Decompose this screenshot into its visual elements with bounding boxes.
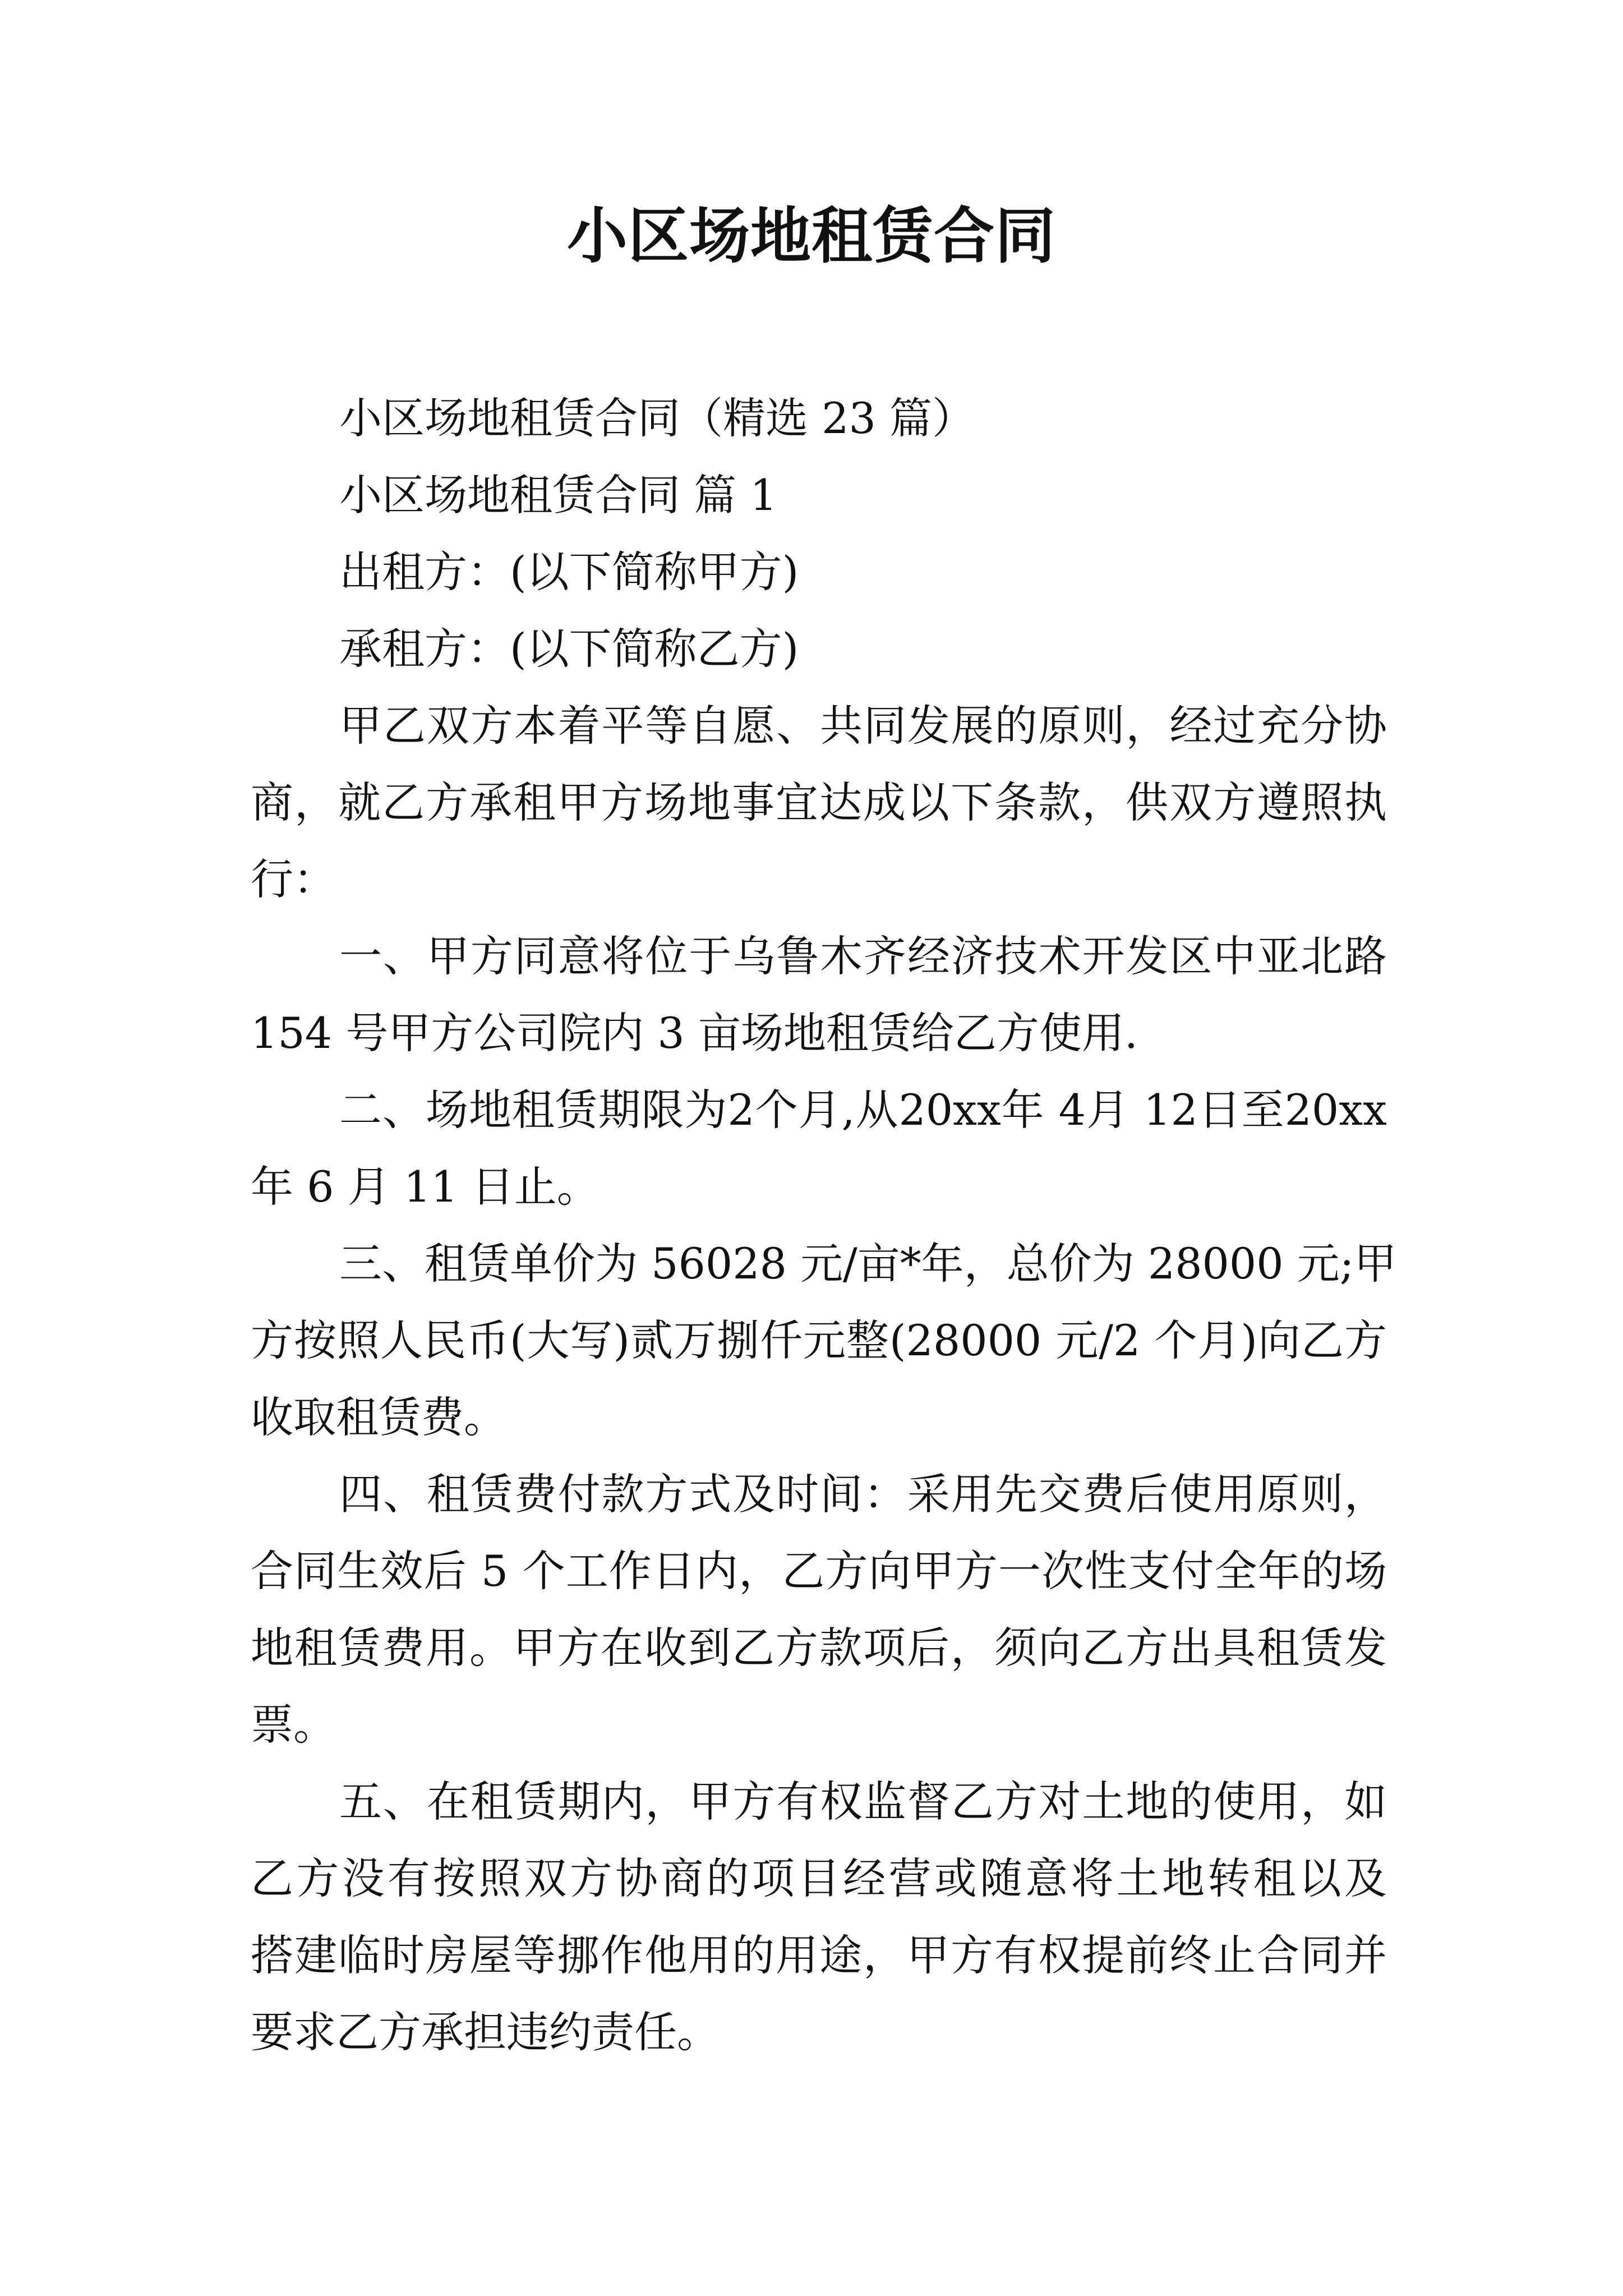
subtitle-paragraph bbox=[251, 380, 1387, 457]
paragraph-line: 承租方：(以下简称乙方) bbox=[339, 624, 799, 674]
clause-3-paragraph bbox=[251, 1225, 1397, 1456]
paragraph-line: 一、甲方同意将位于乌鲁木齐经济技术开发区中亚北路 bbox=[339, 931, 1387, 981]
paragraph-line: 行： bbox=[251, 854, 336, 904]
paragraph-line: 年 6 月 11 日止。 bbox=[251, 1162, 600, 1212]
paragraph-line: 三、租赁单价为 56028 元/亩*年，总价为 28000 元;甲 bbox=[339, 1239, 1397, 1289]
paragraph-line: 小区场地租赁合同 篇 1 bbox=[339, 470, 777, 520]
paragraph-line: 出租方：(以下简称甲方) bbox=[339, 547, 799, 597]
paragraph-line: 154 号甲方公司院内 3 亩场地租赁给乙方使用. bbox=[251, 1008, 1138, 1058]
paragraph-line: 乙方没有按照双方协商的项目经营或随意将土地转租以及 bbox=[251, 1853, 1387, 1903]
lessor-paragraph bbox=[251, 533, 1387, 610]
clause-1-paragraph bbox=[251, 918, 1387, 1071]
paragraph-line: 合同生效后 5 个工作日内，乙方向甲方一次性支付全年的场 bbox=[251, 1546, 1387, 1596]
paragraph-line: 小区场地租赁合同（精选 23 篇） bbox=[339, 393, 975, 443]
paragraph-line: 商，就乙方承租甲方场地事宜达成以下条款，供双方遵照执 bbox=[251, 777, 1387, 827]
clause-5-paragraph bbox=[251, 1763, 1387, 2070]
document-title: 小区场地租赁合同 bbox=[566, 201, 1056, 272]
paragraph-line: 五、在租赁期内，甲方有权监督乙方对土地的使用，如 bbox=[339, 1777, 1387, 1826]
clause-2-paragraph bbox=[251, 1071, 1387, 1225]
preamble-paragraph bbox=[251, 687, 1387, 918]
paragraph-line: 四、租赁费付款方式及时间：采用先交费后使用原则， bbox=[339, 1469, 1387, 1519]
lessee-paragraph bbox=[251, 610, 1387, 687]
paragraph-line: 甲乙双方本着平等自愿、共同发展的原则，经过充分协 bbox=[339, 701, 1387, 751]
section-heading-paragraph bbox=[251, 457, 1387, 533]
paragraph-line: 二、场地租赁期限为2个月,从20xx年 4月 12日至20xx bbox=[339, 1085, 1387, 1135]
paragraph-line: 搭建临时房屋等挪作他用的用途，甲方有权提前终止合同并 bbox=[251, 1930, 1387, 1980]
paragraph-line: 要求乙方承担违约责任。 bbox=[251, 2007, 720, 2057]
paragraph-line: 地租赁费用。甲方在收到乙方款项后，须向乙方出具租赁发 bbox=[251, 1623, 1387, 1673]
paragraph-line: 收取租赁费。 bbox=[251, 1392, 506, 1442]
paragraph-line: 票。 bbox=[251, 1700, 336, 1750]
document-body bbox=[251, 380, 1397, 2070]
clause-4-paragraph bbox=[251, 1456, 1387, 1763]
paragraph-line: 方按照人民币(大写)贰万捌仟元整(28000 元/2 个月)向乙方 bbox=[251, 1315, 1387, 1365]
